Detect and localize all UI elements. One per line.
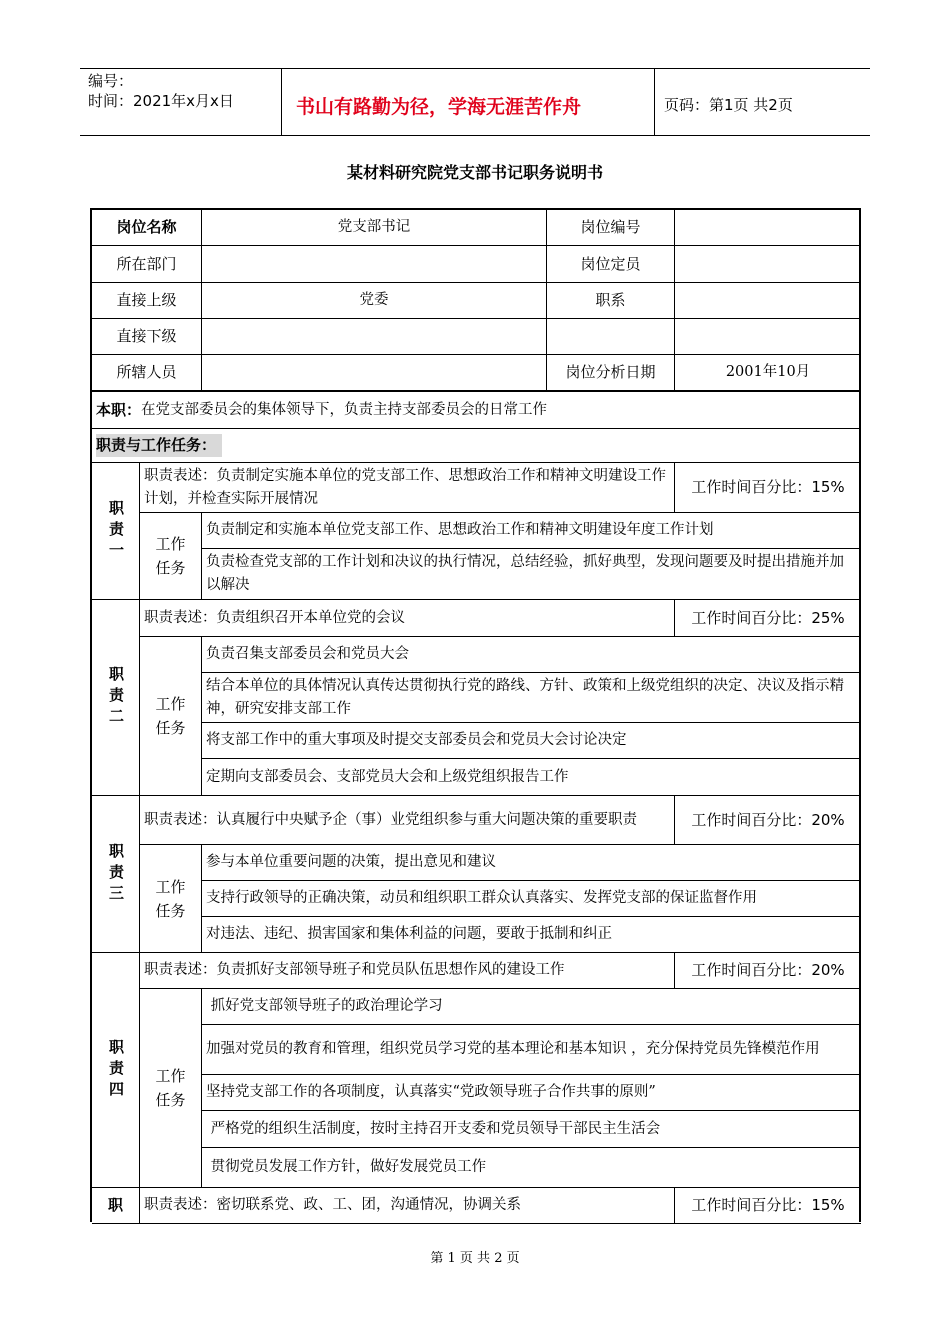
core-duty-label: 本职： xyxy=(96,400,142,419)
managed-label: 所辖人员 xyxy=(92,355,202,391)
analysis-date-value: 2001年10月 xyxy=(675,355,861,391)
duty-4-task-4: 严格党的组织生活制度，按时主持召开支委和党员领导干部民主生活会 xyxy=(202,1111,861,1148)
duty-1-description: 职责表述：负责制定实施本单位的党支部工作、思想政治工作和精神文明建设工作计划，并检查实际开展情况 xyxy=(140,463,675,513)
duty-4-name-cell xyxy=(92,953,140,1188)
duty-1-task-2: 负责检查党支部的工作计划和决议的执行情况，总结经验，抓好典型，发现问题要及时提出措施并加以解决 xyxy=(202,549,861,600)
superior-value: 党委 xyxy=(202,283,547,319)
duty-3-tasks-label-cell xyxy=(140,845,202,953)
duty-2-task-1: 负责召集支部委员会和党员大会 xyxy=(202,637,861,673)
duty-1-tasks-label: 工作任务 xyxy=(155,535,186,577)
position-name-label: 岗位名称 xyxy=(92,210,202,246)
header-divider-right xyxy=(654,68,655,135)
duties-heading: 职责与工作任务： xyxy=(96,434,222,457)
superior-label: 直接上级 xyxy=(92,283,202,319)
core-duty-text: 在党支部委员会的集体领导下，负责主持支部委员会的日常工作 xyxy=(141,401,548,418)
position-no-label: 岗位编号 xyxy=(547,210,675,246)
subordinate-label: 直接下级 xyxy=(92,319,202,355)
duty-4-task-5: 贯彻党员发展工作方针，做好发展党员工作 xyxy=(202,1148,861,1188)
analysis-date-label: 岗位分析日期 xyxy=(547,355,675,391)
series-label: 职系 xyxy=(547,283,675,319)
department-label: 所在部门 xyxy=(92,246,202,283)
duty-1-tasks-label-cell xyxy=(140,513,202,600)
position-no-value xyxy=(675,210,861,246)
duty-3-name: 职责三 xyxy=(107,842,125,906)
department-value xyxy=(202,246,547,283)
duty-3-description: 职责表述：认真履行中央赋予企（事）业党组织参与重大问题决策的重要职责 xyxy=(140,796,675,845)
duty-1-task-1: 负责制定和实施本单位党支部工作、思想政治工作和精神文明建设年度工作计划 xyxy=(202,513,861,549)
core-duty-row xyxy=(92,391,861,429)
header-page: 页码：第1页 共2页 xyxy=(664,96,793,114)
series-value xyxy=(675,283,861,319)
duty-5-description: 职责表述：密切联系党、政、工、团，沟通情况，协调关系 xyxy=(140,1188,675,1224)
duty-5-name-cell xyxy=(92,1188,140,1224)
duty-4-task-1: 抓好党支部领导班子的政治理论学习 xyxy=(202,989,861,1025)
position-name-value: 党支部书记 xyxy=(202,210,547,246)
duty-4-task-3: 坚持党支部工作的各项制度，认真落实“党政领导班子合作共事的原则” xyxy=(202,1075,861,1111)
duty-2-task-3: 将支部工作中的重大事项及时提交支部委员会和党员大会讨论决定 xyxy=(202,723,861,759)
duty-3-tasks-label: 工作任务 xyxy=(155,877,186,920)
duty-3-name-cell xyxy=(92,796,140,953)
duty-4-time-pct: 工作时间百分比：20% xyxy=(675,953,861,989)
duty-1-name: 职责一 xyxy=(107,499,125,563)
job-description-table xyxy=(90,208,861,1222)
managed-value xyxy=(202,355,547,391)
duty-4-description: 职责表述：负责抓好支部领导班子和党员队伍思想作风的建设工作 xyxy=(140,953,675,989)
page-footer: 第 1 页 共 2 页 xyxy=(430,1251,520,1266)
duty-2-task-2: 结合本单位的具体情况认真传达贯彻执行党的路线、方针、政策和上级党组织的决定、决议及指示精神，研究安排支部工作 xyxy=(202,673,861,723)
headcount-label: 岗位定员 xyxy=(547,246,675,283)
duty-1-time-pct: 工作时间百分比：15% xyxy=(675,463,861,513)
header-bottom-rule xyxy=(80,135,870,136)
duty-3-task-1: 参与本单位重要问题的决策，提出意见和建议 xyxy=(202,845,861,881)
duty-2-tasks-label-cell xyxy=(140,637,202,796)
duty-2-name: 职责二 xyxy=(107,666,125,729)
duty-1-name-cell xyxy=(92,463,140,600)
duties-heading-row xyxy=(92,429,861,463)
header-top-rule xyxy=(80,68,870,69)
header-number: 编号： xyxy=(88,72,134,90)
duty-5-time-pct: 工作时间百分比：15% xyxy=(675,1188,861,1224)
duty-4-tasks-label: 工作任务 xyxy=(155,1067,186,1109)
subordinate-value xyxy=(202,319,547,355)
duty-5-name: 职 xyxy=(107,1196,123,1214)
document-title: 某材料研究院党支部书记职务说明书 xyxy=(346,163,603,182)
duty-3-task-3: 对违法、违纪、损害国家和集体利益的问题，要敢于抵制和纠正 xyxy=(202,917,861,953)
header-motto: 书山有路勤为径，学海无涯苦作舟 xyxy=(296,96,582,118)
header-divider-left xyxy=(281,68,282,135)
headcount-value xyxy=(675,246,861,283)
duty-3-task-2: 支持行政领导的正确决策，动员和组织职工群众认真落实、发挥党支部的保证监督作用 xyxy=(202,881,861,917)
duty-2-name-cell xyxy=(92,600,140,796)
duty-2-time-pct: 工作时间百分比：25% xyxy=(675,600,861,637)
header-time: 时间：2021年x月x日 xyxy=(88,92,234,110)
duty-4-name: 职责四 xyxy=(107,1038,125,1102)
duty-4-task-2: 加强对党员的教育和管理，组织党员学习党的基本理论和基本知识 ，充分保持党员先锋模范作用 xyxy=(202,1025,861,1075)
duty-2-task-4: 定期向支部委员会、支部党员大会和上级党组织报告工作 xyxy=(202,759,861,796)
duty-2-description: 职责表述：负责组织召开本单位党的会议 xyxy=(140,600,675,637)
subordinate-extra-1 xyxy=(547,319,675,355)
duty-2-tasks-label: 工作任务 xyxy=(155,695,186,737)
subordinate-extra-2 xyxy=(675,319,861,355)
duty-3-time-pct: 工作时间百分比：20% xyxy=(675,796,861,845)
duty-4-tasks-label-cell xyxy=(140,989,202,1188)
